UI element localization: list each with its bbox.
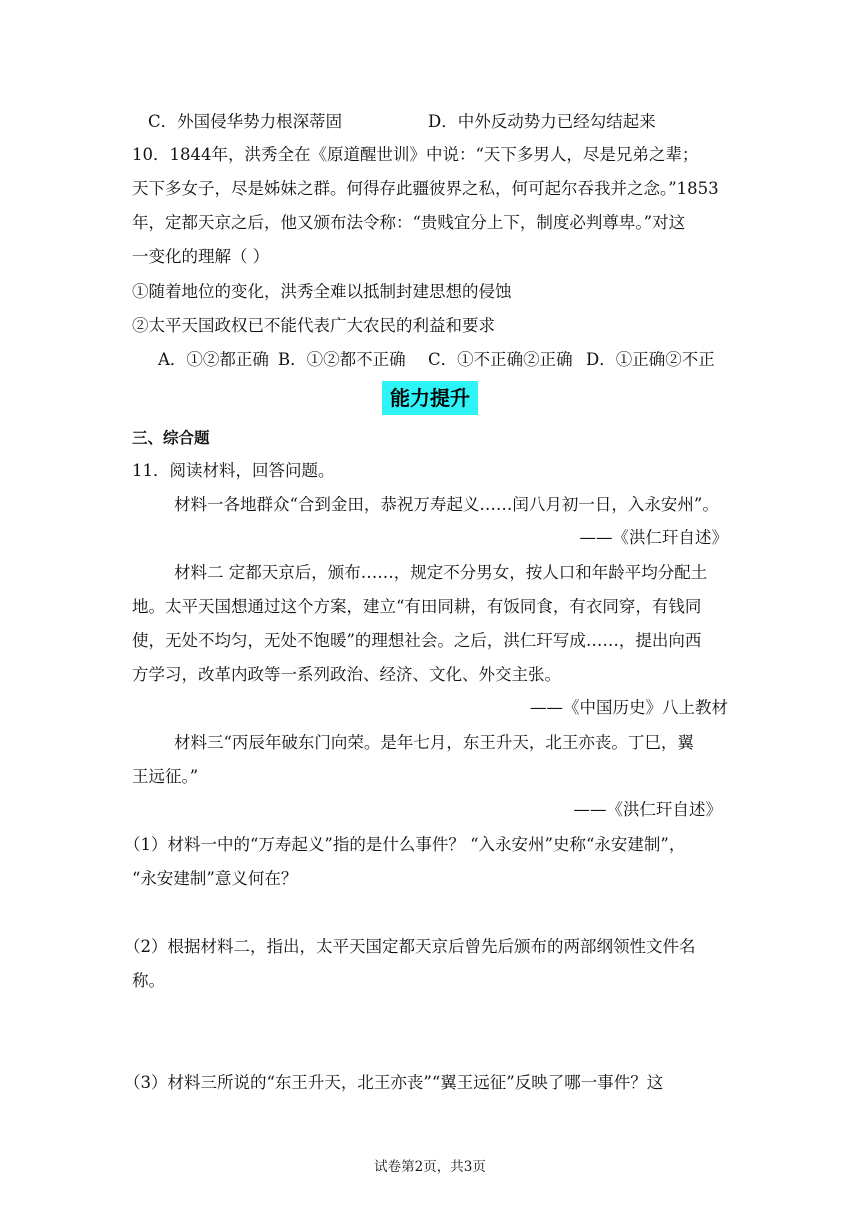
q10-option-b: B．①②都不正确 <box>278 350 406 369</box>
q11-material-1: 材料一各地群众“合到金田，恭祝万寿起义……闰八月初一日，入永安州”。 <box>174 495 719 514</box>
q10-option-d: D．①正确②不正 <box>586 350 715 369</box>
q11-sub-question-2-line-1: （2）根据材料二，指出，太平天国定都天京后曾先后颁布的两部纲领性文件名 <box>124 937 696 956</box>
q11-source-3: ——《洪仁玕自述》 <box>573 800 722 819</box>
q11-material-2-line-2: 地。太平天国想通过这个方案，建立“有田同耕，有饭同食，有衣同穿，有钱同 <box>132 597 702 616</box>
q11-material-3-line-1: 材料三“丙辰年破东门向荣。是年七月，东王升天，北王亦丧。丁巳，翼 <box>174 733 694 752</box>
q11-sub-question-2-line-2: 称。 <box>132 971 165 990</box>
q11-material-2-line-1: 材料二 定都天京后，颁布……，规定不分男女，按人口和年龄平均分配土 <box>174 563 708 582</box>
q11-sub-question-1-line-1: （1）材料一中的“万寿起义”指的是什么事件？ “入永安州”史称“永安建制”， <box>124 835 686 854</box>
q10-statement-2: ②太平天国政权已不能代表广大农民的利益和要求 <box>132 316 495 335</box>
q11-material-2-line-4: 方学习，改革内政等一系列政治、经济、文化、外交主张。 <box>132 665 561 684</box>
q10-stem-line-2: 天下多女子，尽是姊妹之群。何得存此疆彼界之私，何可起尔吞我并之念。”1853 <box>132 179 719 198</box>
q10-stem-line-1: 10．1844年，洪秀全在《原道醒世训》中说：“天下多男人，尽是兄弟之辈； <box>132 145 699 164</box>
q10-stem-line-3: 年，定都天京之后，他又颁布法令称：“贵贱宜分上下，制度必判尊卑。”对这 <box>132 213 686 232</box>
q9-option-c: C．外国侵华势力根深蒂固 <box>148 112 343 131</box>
q11-stem: 11．阅读材料，回答问题。 <box>132 461 335 480</box>
q11-sub-question-3-line-1: （3）材料三所说的“东王升天，北王亦丧”“翼王远征”反映了哪一事件？这 <box>124 1073 664 1092</box>
q11-sub-question-1-line-2: “永安建制”意义何在？ <box>132 869 298 888</box>
q10-option-a: A．①②都正确 <box>158 350 269 369</box>
q10-stem-line-4: 一变化的理解（ ） <box>132 247 270 266</box>
q11-material-3-line-2: 王远征。” <box>132 767 199 786</box>
page-footer: 试卷第2页，共3页 <box>374 1159 486 1175</box>
q11-source-1: ——《洪仁玕自述》 <box>579 528 728 547</box>
q11-material-2-line-3: 使，无处不均匀，无处不饱暖”的理想社会。之后，洪仁玕写成……，提出向西 <box>132 631 702 650</box>
q9-option-d: D．中外反动势力已经勾结起来 <box>428 112 656 131</box>
q10-option-c: C．①不正确②正确 <box>428 350 573 369</box>
q10-statement-1: ①随着地位的变化，洪秀全难以抵制封建思想的侵蚀 <box>132 282 512 301</box>
section-banner: 能力提升 <box>382 381 478 415</box>
q11-source-2: ——《中国历史》八上教材 <box>530 698 728 717</box>
section-heading: 三、综合题 <box>132 429 210 447</box>
